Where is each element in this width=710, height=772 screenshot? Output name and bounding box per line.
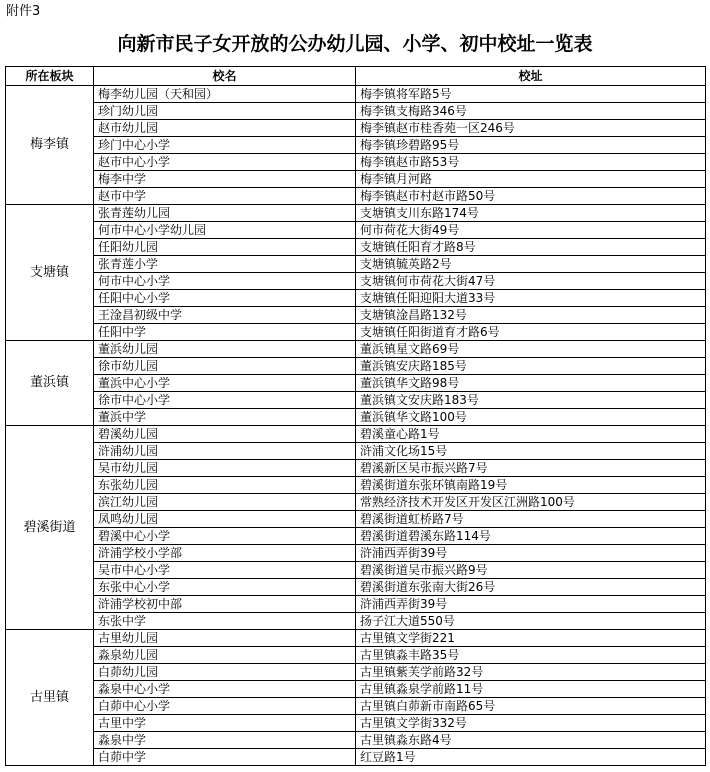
school-name-cell: 董浜幼儿园 [94, 341, 356, 358]
table-row [6, 86, 706, 103]
region-cell: 碧溪街道 [6, 426, 94, 630]
table-row [6, 171, 706, 188]
table-row [6, 664, 706, 681]
table-row [6, 749, 706, 766]
table-row [6, 443, 706, 460]
school-address-cell: 支塘镇支川东路174号 [356, 205, 706, 222]
school-name-cell: 淼泉中学 [94, 732, 356, 749]
region-cell: 古里镇 [6, 630, 94, 766]
page-title: 向新市民子女开放的公办幼儿园、小学、初中校址一览表 [117, 33, 593, 55]
school-name-cell: 吴市中心小学 [94, 562, 356, 579]
school-name-cell: 梅李中学 [94, 171, 356, 188]
region-cell: 董浜镇 [6, 341, 94, 426]
school-name-cell: 梅李幼儿园（天和园） [94, 86, 356, 103]
school-address-cell: 碧溪街道吴市振兴路9号 [356, 562, 706, 579]
school-name-cell: 何市中心小学幼儿园 [94, 222, 356, 239]
school-address-cell: 古里镇白茆新市南路65号 [356, 698, 706, 715]
school-name-cell: 白茆中学 [94, 749, 356, 766]
school-name-cell: 张青莲幼儿园 [94, 205, 356, 222]
school-address-cell: 古里镇文学街332号 [356, 715, 706, 732]
table-row [6, 290, 706, 307]
school-table [5, 66, 706, 766]
school-address-cell: 古里镇文学街221 [356, 630, 706, 647]
school-name-cell: 白茆中心小学 [94, 698, 356, 715]
table-row [6, 681, 706, 698]
table-row [6, 375, 706, 392]
school-address-cell: 扬子江大道550号 [356, 613, 706, 630]
school-name-cell: 浒浦学校初中部 [94, 596, 356, 613]
school-address-cell: 董浜镇文安庆路183号 [356, 392, 706, 409]
school-name-cell: 徐市中心小学 [94, 392, 356, 409]
school-address-cell: 碧溪新区吴市振兴路7号 [356, 460, 706, 477]
school-name-cell: 古里中学 [94, 715, 356, 732]
table-row [6, 596, 706, 613]
school-name-cell: 东张中心小学 [94, 579, 356, 596]
school-name-cell: 吴市幼儿园 [94, 460, 356, 477]
school-name-cell: 任阳中心小学 [94, 290, 356, 307]
table-row [6, 256, 706, 273]
table-row [6, 392, 706, 409]
school-address-cell: 梅李镇月河路 [356, 171, 706, 188]
region-cell: 支塘镇 [6, 205, 94, 341]
school-address-cell: 梅李镇赵市桂香苑一区246号 [356, 120, 706, 137]
table-row [6, 239, 706, 256]
table-row [6, 409, 706, 426]
school-address-cell: 浒浦文化场15号 [356, 443, 706, 460]
school-name-cell: 珍门中心小学 [94, 137, 356, 154]
table-row [6, 613, 706, 630]
school-name-cell: 碧溪中心小学 [94, 528, 356, 545]
school-address-cell: 常熟经济技术开发区开发区江洲路100号 [356, 494, 706, 511]
school-address-cell: 古里镇淼泉学前路11号 [356, 681, 706, 698]
school-address-cell: 董浜镇华文路98号 [356, 375, 706, 392]
table-row [6, 715, 706, 732]
school-address-cell: 支塘镇任阳街道育才路6号 [356, 324, 706, 341]
school-name-cell: 任阳中学 [94, 324, 356, 341]
school-address-cell: 梅李镇赵市路53号 [356, 154, 706, 171]
school-address-cell: 浒浦西弄街39号 [356, 596, 706, 613]
school-name-cell: 董浜中心小学 [94, 375, 356, 392]
school-address-cell: 古里镇淼丰路35号 [356, 647, 706, 664]
table-row [6, 103, 706, 120]
school-name-cell: 碧溪幼儿园 [94, 426, 356, 443]
table-row [6, 698, 706, 715]
table-row [6, 477, 706, 494]
table-row [6, 222, 706, 239]
school-name-cell: 何市中心小学 [94, 273, 356, 290]
school-name-cell: 浒浦幼儿园 [94, 443, 356, 460]
table-row [6, 630, 706, 647]
table-row [6, 154, 706, 171]
table-row [6, 426, 706, 443]
table-header-row [6, 67, 706, 86]
school-name-cell: 珍门幼儿园 [94, 103, 356, 120]
school-address-cell: 碧溪街道东张环镇南路19号 [356, 477, 706, 494]
school-address-cell: 梅李镇支梅路346号 [356, 103, 706, 120]
table-row [6, 511, 706, 528]
school-address-cell: 碧溪街道虹桥路7号 [356, 511, 706, 528]
table-row [6, 273, 706, 290]
school-address-cell: 董浜镇安庆路185号 [356, 358, 706, 375]
school-name-cell: 淼泉中心小学 [94, 681, 356, 698]
table-row [6, 562, 706, 579]
table-row [6, 307, 706, 324]
table-row [6, 358, 706, 375]
table-row [6, 188, 706, 205]
school-name-cell: 赵市中学 [94, 188, 356, 205]
school-address-cell: 支塘镇毓英路2号 [356, 256, 706, 273]
school-address-cell: 支塘镇淦昌路132号 [356, 307, 706, 324]
attachment-label: 附件3 [6, 4, 41, 19]
school-name-cell: 浒浦学校小学部 [94, 545, 356, 562]
school-name-cell: 白茆幼儿园 [94, 664, 356, 681]
table-row [6, 120, 706, 137]
school-name-cell: 徐市幼儿园 [94, 358, 356, 375]
school-name-cell: 淼泉幼儿园 [94, 647, 356, 664]
school-name-cell: 赵市中心小学 [94, 154, 356, 171]
school-address-cell: 古里镇紫芙学前路32号 [356, 664, 706, 681]
school-address-cell: 梅李镇将军路5号 [356, 86, 706, 103]
header-name: 校名 [94, 67, 356, 86]
table-row [6, 460, 706, 477]
table-row [6, 545, 706, 562]
school-address-cell: 何市荷花大街49号 [356, 222, 706, 239]
school-address-cell: 碧溪街道东张南大街26号 [356, 579, 706, 596]
school-address-cell: 梅李镇赵市村赵市路50号 [356, 188, 706, 205]
table-row [6, 732, 706, 749]
school-name-cell: 王淦昌初级中学 [94, 307, 356, 324]
table-body [6, 86, 706, 766]
table-row [6, 324, 706, 341]
school-name-cell: 古里幼儿园 [94, 630, 356, 647]
header-address: 校址 [356, 67, 706, 86]
school-address-cell: 董浜镇华文路100号 [356, 409, 706, 426]
school-name-cell: 滨江幼儿园 [94, 494, 356, 511]
table-row [6, 579, 706, 596]
school-name-cell: 东张幼儿园 [94, 477, 356, 494]
header-region: 所在板块 [6, 67, 94, 86]
school-name-cell: 张青莲小学 [94, 256, 356, 273]
school-name-cell: 任阳幼儿园 [94, 239, 356, 256]
school-address-cell: 董浜镇星文路69号 [356, 341, 706, 358]
region-cell: 梅李镇 [6, 86, 94, 205]
school-address-cell: 浒浦西弄街39号 [356, 545, 706, 562]
table-row [6, 341, 706, 358]
table-row [6, 647, 706, 664]
school-address-cell: 支塘镇任阳迎阳大道33号 [356, 290, 706, 307]
school-address-cell: 碧溪童心路1号 [356, 426, 706, 443]
school-address-cell: 红豆路1号 [356, 749, 706, 766]
school-address-cell: 支塘镇任阳育才路8号 [356, 239, 706, 256]
school-address-cell: 支塘镇何市荷花大街47号 [356, 273, 706, 290]
table-row [6, 528, 706, 545]
table-row [6, 494, 706, 511]
school-name-cell: 董浜中学 [94, 409, 356, 426]
school-name-cell: 赵市幼儿园 [94, 120, 356, 137]
school-address-cell: 古里镇淼东路4号 [356, 732, 706, 749]
school-name-cell: 凤鸣幼儿园 [94, 511, 356, 528]
school-name-cell: 东张中学 [94, 613, 356, 630]
school-address-cell: 梅李镇珍碧路95号 [356, 137, 706, 154]
table-row [6, 205, 706, 222]
school-address-cell: 碧溪街道碧溪东路114号 [356, 528, 706, 545]
table-row [6, 137, 706, 154]
